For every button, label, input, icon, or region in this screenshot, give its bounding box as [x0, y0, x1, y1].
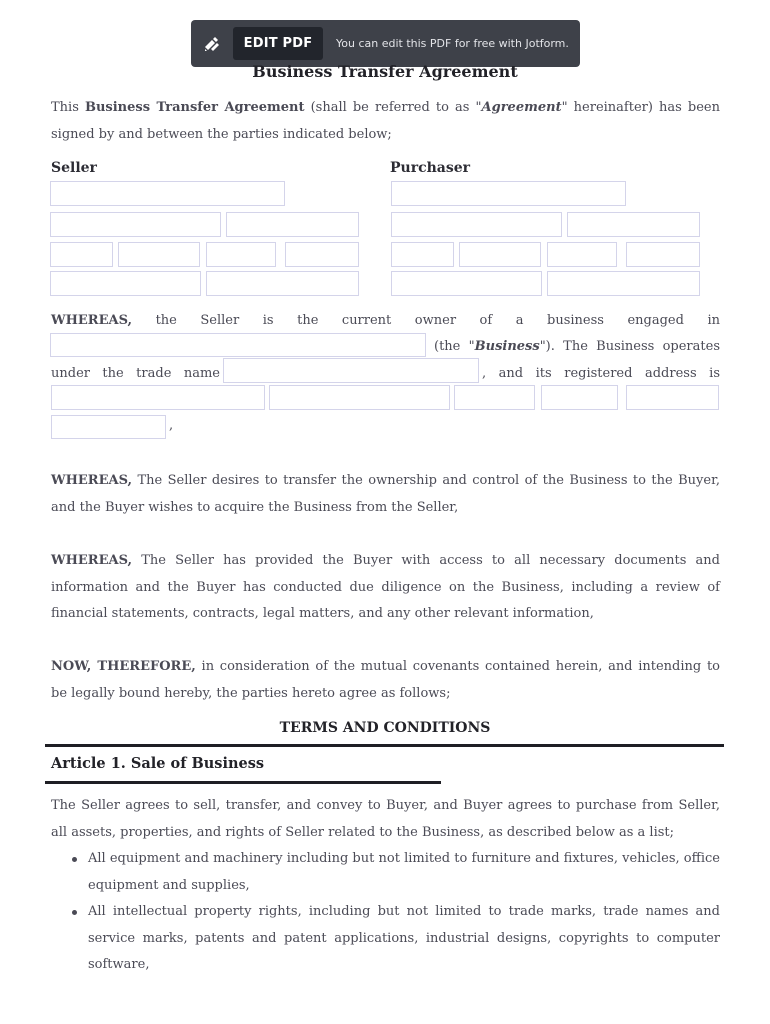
purchaser-email-field[interactable]	[547, 271, 700, 296]
purchaser-zip-field[interactable]	[547, 242, 617, 267]
purchaser-city-field[interactable]	[391, 242, 454, 267]
jotform-pencil-icon	[191, 20, 233, 67]
article-1-title: Article 1. Sale of Business	[51, 755, 265, 772]
registered-address-line2-field[interactable]	[269, 385, 450, 410]
article-1-intro: The Seller agrees to sell, transfer, and convey to Buyer, and Buyer agrees to purchase from Seller, all assets, properties, and rights of Seller related to the Business, as described below as a list;	[51, 798, 720, 840]
whereas-1-line-1: WHEREAS, the Seller is the current owner of a business engaged in	[51, 313, 720, 328]
whereas-1-line-3b: , and its registered address is	[482, 366, 720, 381]
seller-phone-field[interactable]	[50, 271, 201, 296]
purchaser-name-field[interactable]	[391, 181, 626, 206]
whereas-1-line-3: under the trade name	[51, 366, 220, 381]
trade-name-field[interactable]	[223, 358, 479, 383]
seller-label: Seller	[51, 160, 97, 176]
seller-email-field[interactable]	[206, 271, 359, 296]
whereas-1-line-2: (the "Business"). The Business operates	[434, 339, 720, 354]
registered-address-field[interactable]	[51, 385, 265, 410]
whereas-2-paragraph: WHEREAS, The Seller desires to transfer the ownership and control of the Business to the Buyer, and the Buyer wishes to acquire the Business from the Seller,	[51, 473, 720, 515]
registered-state-field[interactable]	[541, 385, 618, 410]
terms-title: TERMS AND CONDITIONS	[279, 720, 491, 736]
bullet-icon	[72, 910, 77, 915]
document-title: Business Transfer Agreement	[252, 62, 518, 81]
agreement-name: Business Transfer Agreement	[84, 100, 305, 115]
purchaser-state-field[interactable]	[459, 242, 541, 267]
business-activity-field[interactable]	[50, 333, 426, 357]
whereas-3-paragraph: WHEREAS, The Seller has provided the Buyer with access to all necessary documents and information and the Buyer has conducted due diligence on the Business, including a review of financial statements, contracts, legal matters, and any other relevant information,	[51, 553, 720, 621]
article-divider	[45, 781, 441, 784]
seller-zip-field[interactable]	[206, 242, 276, 267]
seller-state-field[interactable]	[118, 242, 200, 267]
seller-city-field[interactable]	[50, 242, 113, 267]
section-divider	[45, 744, 724, 747]
list-item: All equipment and machinery including but not limited to furniture and fixtures, vehicles, office equipment and supplies,	[51, 846, 720, 899]
seller-country-field[interactable]	[285, 242, 359, 267]
purchaser-address-field[interactable]	[391, 212, 562, 237]
registered-city-field[interactable]	[454, 385, 535, 410]
purchaser-country-field[interactable]	[626, 242, 700, 267]
purchaser-label: Purchaser	[390, 160, 471, 176]
bullet-icon	[72, 857, 77, 862]
banner-message: You can edit this PDF for free with Jotform.	[336, 37, 569, 50]
list-item: All intellectual property rights, including but not limited to trade marks, trade names and service marks, patents and patent applications, industrial designs, copyrights to computer software,	[51, 899, 720, 979]
seller-address-field[interactable]	[50, 212, 221, 237]
registered-country-field[interactable]	[51, 415, 166, 439]
whereas-1-comma: ,	[169, 418, 174, 433]
seller-name-field[interactable]	[50, 181, 285, 206]
purchaser-phone-field[interactable]	[391, 271, 542, 296]
article-1-list	[51, 846, 720, 979]
registered-zip-field[interactable]	[626, 385, 719, 410]
seller-address-line2-field[interactable]	[226, 212, 359, 237]
intro-paragraph: This Business Transfer Agreement (shall be referred to as "Agreement" hereinafter) has been signed by and between the parties indicated below;	[51, 100, 720, 142]
edit-pdf-button[interactable]: EDIT PDF	[233, 27, 323, 60]
purchaser-address-line2-field[interactable]	[567, 212, 700, 237]
jotform-banner	[191, 20, 580, 67]
now-therefore-paragraph: NOW, THEREFORE, in consideration of the mutual covenants contained herein, and intending to be legally bound hereby, the parties hereto agree as follows;	[51, 659, 721, 701]
